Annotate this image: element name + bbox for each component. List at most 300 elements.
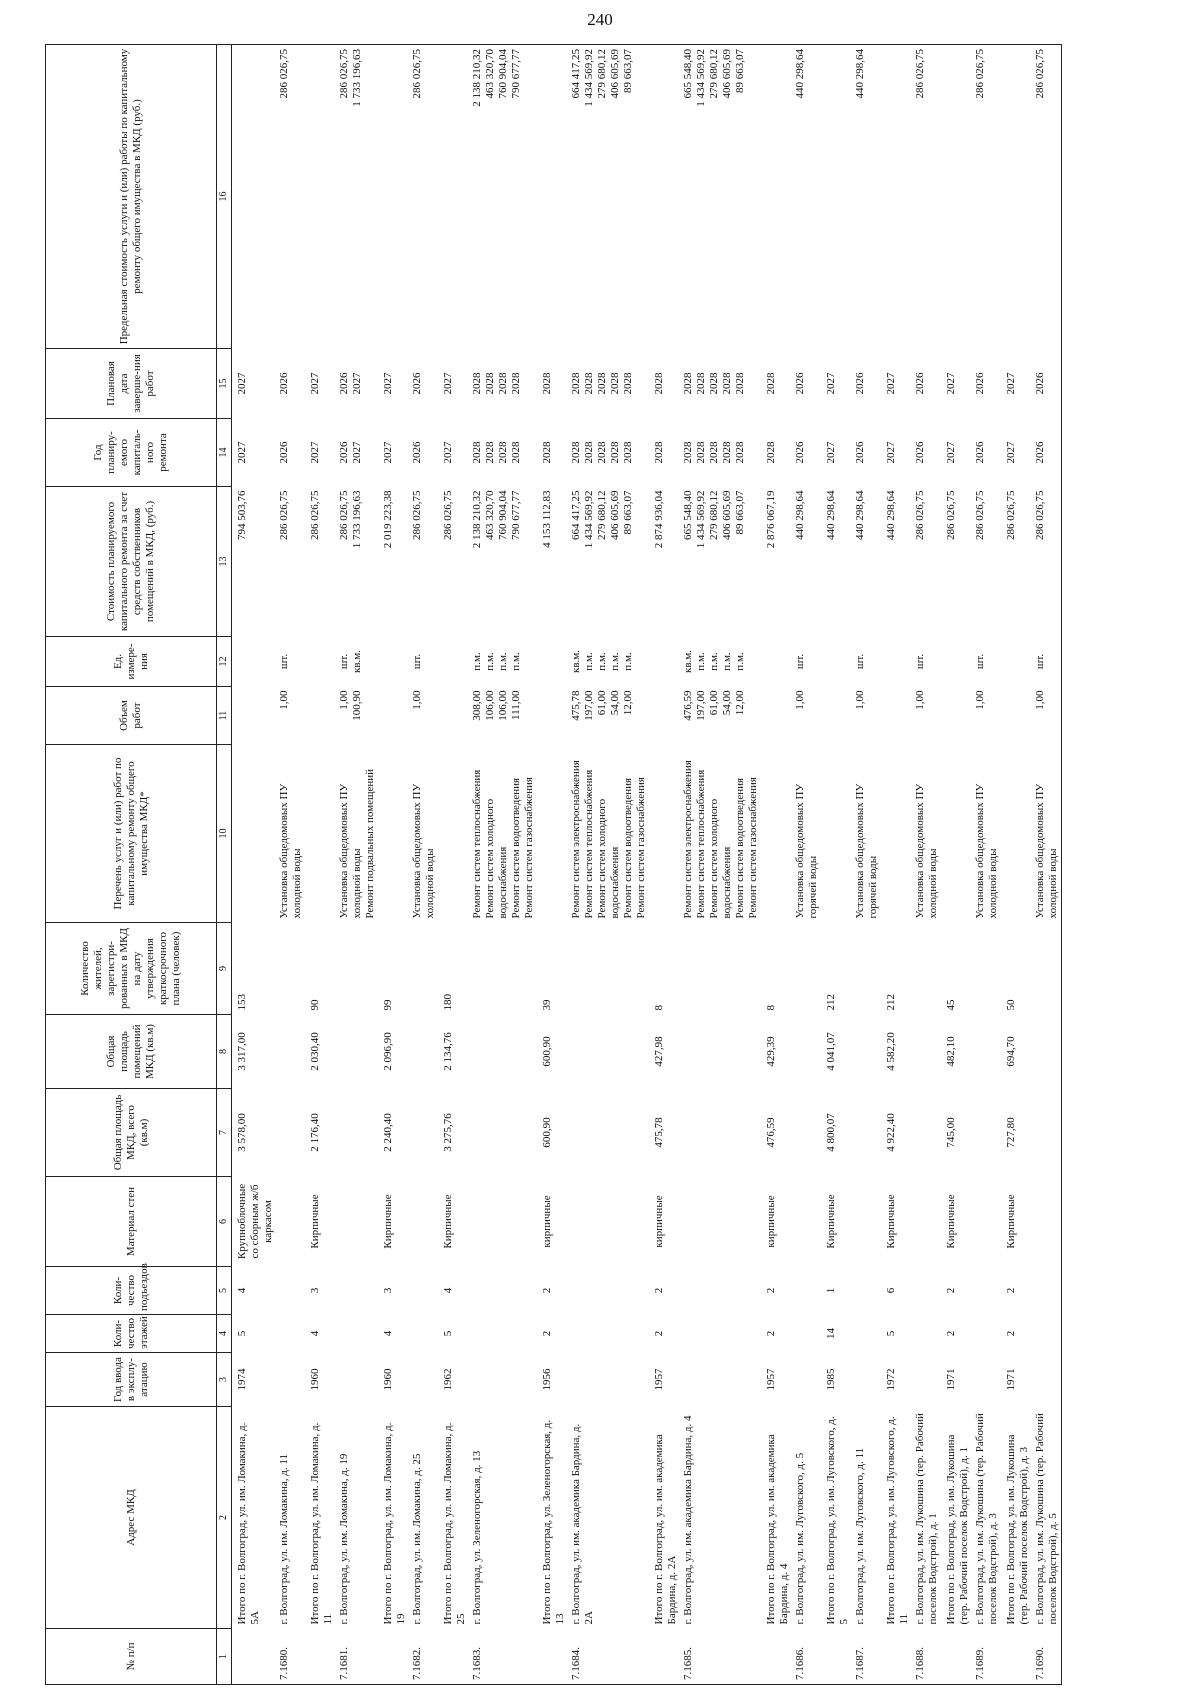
wall-material-cell: Кирпичные	[945, 1194, 957, 1249]
work-item: Ремонт систем теплоснабжения	[583, 769, 595, 919]
address-cell: Итого по г. Волгоград, ул. Зеленогорская, д. 13	[541, 1419, 566, 1625]
residents-cell	[1032, 923, 1062, 1015]
header-cell: Предельная стоимость услуги и (или) работы по капитальному ремонту общего имущества в МКД (руб.)	[46, 45, 217, 349]
cost-cell	[537, 487, 568, 637]
address-cell: Итого по г. Волгоград, ул. им. Луговского, д. 11	[885, 1416, 910, 1625]
residents-cell: 99	[382, 999, 394, 1011]
unit-value: шт.	[794, 653, 806, 670]
row-number	[537, 1629, 568, 1685]
volume-value: 1,00	[278, 690, 290, 710]
year-cell: 1960	[382, 1368, 394, 1391]
unit-value: п.м.	[708, 652, 720, 671]
cost-value: 664 417,25	[570, 490, 582, 540]
unit-cell	[941, 637, 972, 687]
end-date-value: 2027	[1005, 372, 1017, 395]
end-date-value: 2028	[497, 372, 509, 395]
volume-value: 308,00	[471, 690, 483, 721]
premises-area-cell: 4 041,07	[825, 1032, 837, 1071]
column-number: 8	[217, 1015, 232, 1089]
header-cell: Общая площадь МКД, всего (кв.м)	[46, 1089, 217, 1177]
floors-cell: 2	[1005, 1330, 1017, 1337]
repair-year-value: 2027	[945, 441, 957, 464]
works-cell	[852, 745, 881, 923]
work-item: Ремонт систем холодного водоснабжения	[484, 798, 509, 919]
cost-value: 406 605,69	[721, 490, 733, 540]
address-cell: г. Волгоград, ул. им. Луговского, д. 11	[854, 1447, 866, 1625]
address-cell: г. Волгоград, ул. им. Ломакина, д. 11	[278, 1454, 290, 1625]
repair-year-value: 2027	[1005, 441, 1017, 464]
limit-cost-value: 286 026,75	[411, 49, 423, 99]
volume-cell	[409, 687, 438, 745]
table-row-total	[438, 45, 469, 1685]
row-number	[232, 1629, 277, 1685]
volume-cell	[537, 687, 568, 745]
end-date-cell	[1032, 349, 1062, 419]
unit-cell	[792, 637, 821, 687]
year-cell: 1957	[653, 1368, 665, 1391]
header-cell: Количество жителей, зарегистри-рованных в МКД на дату утверждения краткосрочного плана (человек)	[46, 923, 217, 1015]
address-cell: Итого по г. Волгоград, ул. им. академика Бардина, д. 4	[765, 1434, 790, 1625]
end-date-cell	[680, 349, 761, 419]
address-cell: г. Волгоград, ул. им. Ломакина, д. 19	[338, 1453, 350, 1625]
total-area-cell	[852, 1089, 881, 1177]
limit-cost-value: 286 026,75	[974, 49, 986, 99]
floors-cell: 2	[765, 1330, 777, 1337]
repair-year-cell	[912, 419, 941, 487]
header-cell: Материал стен	[46, 1177, 217, 1267]
cost-value: 89 663,07	[622, 490, 634, 535]
header-cell: Объем работ	[46, 687, 217, 745]
limit-cost-cell	[680, 45, 761, 349]
wall-material-cell: кирпичные	[653, 1195, 665, 1248]
header-cell: Перечень услуг и (или) работ по капитальному ремонту общего имущества МКД*	[46, 745, 217, 923]
end-date-value: 2028	[695, 372, 707, 395]
cost-value: 406 605,69	[609, 490, 621, 540]
cost-value: 760 904,04	[497, 490, 509, 540]
end-date-cell	[972, 349, 1001, 419]
wall-material-cell	[409, 1177, 438, 1267]
address-cell: г. Волгоград, ул. им. академика Бардина, д. 2А	[570, 1423, 595, 1625]
premises-area-cell	[276, 1015, 305, 1089]
repair-year-cell	[469, 419, 537, 487]
end-date-cell	[852, 349, 881, 419]
entrances-cell	[852, 1267, 881, 1315]
work-item: Ремонт систем электроснабжения	[570, 760, 582, 919]
floors-cell: 2	[541, 1330, 553, 1337]
residents-cell: 8	[765, 1005, 777, 1011]
limit-cost-value: 790 677,77	[510, 49, 522, 99]
total-area-cell	[469, 1089, 537, 1177]
repair-year-cell	[761, 419, 792, 487]
cost-value: 440 298,64	[825, 490, 837, 540]
repair-year-cell	[568, 419, 649, 487]
end-date-value: 2028	[622, 372, 634, 395]
unit-cell	[1001, 637, 1032, 687]
year-cell	[680, 1353, 761, 1407]
premises-area-cell: 600,90	[541, 1036, 553, 1067]
total-area-cell: 727,80	[1005, 1117, 1017, 1148]
floors-cell: 2	[945, 1330, 957, 1337]
total-area-cell: 3 578,00	[236, 1113, 248, 1152]
header-cell: Коли-чество подъездов	[46, 1267, 217, 1315]
limit-cost-value: 440 298,64	[854, 49, 866, 99]
limit-cost-value: 89 663,07	[622, 49, 634, 93]
year-cell: 1960	[309, 1368, 321, 1391]
entrances-cell	[912, 1267, 941, 1315]
repair-year-cell	[649, 419, 680, 487]
volume-value: 61,00	[708, 690, 720, 716]
residents-cell	[336, 923, 378, 1015]
table-row-total	[821, 45, 852, 1685]
repair-year-value: 2028	[708, 441, 720, 464]
repair-year-cell	[680, 419, 761, 487]
wall-material-cell	[276, 1177, 305, 1267]
total-area-cell	[568, 1089, 649, 1177]
cost-value: 4 153 112,83	[541, 490, 553, 548]
address-cell: г. Волгоград, ул. им. Лукошина (тер. Рабочий поселок Водстрой), д. 3	[974, 1413, 999, 1625]
unit-cell	[378, 637, 409, 687]
limit-cost-value: 1 733 196,63	[351, 49, 363, 107]
repair-year-value: 2026	[411, 441, 423, 464]
total-area-cell	[912, 1089, 941, 1177]
unit-value: шт.	[1034, 653, 1046, 670]
residents-cell: 212	[825, 994, 837, 1011]
cost-value: 2 019 223,38	[382, 490, 394, 549]
floors-cell	[409, 1315, 438, 1353]
row-number: 7.1683.	[469, 1629, 537, 1685]
header-cell: Общая площадь помещений МКД (кв.м)	[46, 1015, 217, 1089]
unit-cell	[409, 637, 438, 687]
cost-cell	[792, 487, 821, 637]
limit-cost-value: 1 434 569,92	[583, 49, 595, 107]
table-row-total	[305, 45, 336, 1685]
cost-cell	[378, 487, 409, 637]
volume-value: 12,00	[734, 690, 746, 716]
column-number: 2	[217, 1407, 232, 1629]
wall-material-cell	[972, 1177, 1001, 1267]
volume-value: 1,00	[914, 690, 926, 710]
unit-cell	[912, 637, 941, 687]
end-date-value: 2026	[854, 372, 866, 395]
floors-cell: 4	[309, 1330, 321, 1337]
total-area-cell: 2 240,40	[382, 1113, 394, 1152]
limit-cost-value: 286 026,75	[338, 49, 350, 99]
limit-cost-cell	[792, 45, 821, 349]
year-cell: 1985	[825, 1368, 837, 1391]
end-date-cell	[336, 349, 378, 419]
address-cell: г. Волгоград, ул. Зеленогорская, д. 13	[471, 1450, 483, 1625]
end-date-value: 2028	[471, 372, 483, 395]
total-area-cell	[409, 1089, 438, 1177]
volume-value: 1,00	[854, 690, 866, 710]
works-cell	[336, 745, 378, 923]
premises-area-cell: 2 096,90	[382, 1032, 394, 1071]
cost-cell	[761, 487, 792, 637]
works-cell	[680, 745, 761, 923]
entrances-cell: 2	[765, 1287, 777, 1294]
total-area-cell: 600,90	[541, 1117, 553, 1148]
row-number: 7.1680.	[276, 1629, 305, 1685]
header-cell: Плановая дата заверше-ния работ	[46, 349, 217, 419]
cost-cell	[276, 487, 305, 637]
works-cell	[881, 745, 912, 923]
limit-cost-cell	[972, 45, 1001, 349]
floors-cell: 5	[885, 1330, 897, 1337]
volume-value: 1,00	[974, 690, 986, 710]
repair-year-value: 2028	[497, 441, 509, 464]
limit-cost-value: 286 026,75	[1034, 49, 1046, 99]
volume-cell	[276, 687, 305, 745]
unit-value: п.м.	[609, 652, 621, 671]
repair-year-value: 2028	[695, 441, 707, 464]
table-row-total	[881, 45, 912, 1685]
year-cell	[792, 1353, 821, 1407]
works-cell	[232, 745, 277, 923]
row-number: 7.1690.	[1032, 1629, 1062, 1685]
work-item: Установка общедомовых ПУ холодной воды	[278, 783, 303, 919]
row-number	[305, 1629, 336, 1685]
residents-cell: 180	[442, 994, 454, 1011]
address-cell: г. Волгоград, ул. им. Ломакина, д. 25	[411, 1453, 423, 1625]
repair-year-value: 2028	[653, 441, 665, 464]
table-row	[336, 45, 378, 1685]
unit-cell	[305, 637, 336, 687]
header-row	[46, 45, 217, 1685]
repair-year-value: 2028	[596, 441, 608, 464]
residents-cell: 39	[541, 999, 553, 1011]
repair-year-value: 2027	[885, 441, 897, 464]
end-date-cell	[305, 349, 336, 419]
repair-year-value: 2028	[583, 441, 595, 464]
repair-year-value: 2027	[442, 441, 454, 464]
repair-year-value: 2026	[278, 441, 290, 464]
premises-area-cell	[680, 1015, 761, 1089]
work-item: Ремонт систем водоотведения	[734, 777, 746, 919]
limit-cost-value: 279 680,12	[596, 49, 608, 99]
end-date-value: 2027	[382, 372, 394, 395]
unit-value: п.м.	[510, 652, 522, 671]
premises-area-cell: 694,70	[1005, 1036, 1017, 1067]
volume-value: 54,00	[609, 690, 621, 716]
entrances-cell: 3	[382, 1287, 394, 1294]
year-cell	[1032, 1353, 1062, 1407]
entrances-cell	[568, 1267, 649, 1315]
end-date-value: 2028	[653, 372, 665, 395]
limit-cost-cell	[881, 45, 912, 349]
cost-cell	[912, 487, 941, 637]
repair-year-value: 2027	[382, 441, 394, 464]
volume-cell	[761, 687, 792, 745]
limit-cost-cell	[761, 45, 792, 349]
residents-cell	[680, 923, 761, 1015]
floors-cell: 5	[442, 1330, 454, 1337]
unit-value: шт.	[278, 653, 290, 670]
work-item: Установка общедомовых ПУ холодной воды	[974, 783, 999, 919]
entrances-cell	[469, 1267, 537, 1315]
cost-value: 279 680,12	[596, 490, 608, 540]
total-area-cell: 2 176,40	[309, 1113, 321, 1152]
work-item: Установка общедомовых ПУ холодной воды	[411, 783, 436, 919]
limit-cost-cell	[821, 45, 852, 349]
total-area-cell	[792, 1089, 821, 1177]
floors-cell	[469, 1315, 537, 1353]
total-area-cell	[336, 1089, 378, 1177]
work-item: Ремонт систем водоотведения	[510, 777, 522, 919]
residents-cell	[409, 923, 438, 1015]
cost-value: 89 663,07	[734, 490, 746, 535]
header-cell: Год ввода в эксплу-атацию	[46, 1353, 217, 1407]
total-area-cell	[680, 1089, 761, 1177]
total-area-cell: 476,59	[765, 1117, 777, 1148]
residents-cell	[276, 923, 305, 1015]
unit-value: п.м.	[471, 652, 483, 671]
unit-value: шт.	[854, 653, 866, 670]
wall-material-cell	[852, 1177, 881, 1267]
column-number: 5	[217, 1267, 232, 1315]
table-row	[852, 45, 881, 1685]
row-number: 7.1688.	[912, 1629, 941, 1685]
end-date-value: 2028	[541, 372, 553, 395]
end-date-value: 2028	[682, 372, 694, 395]
floors-cell: 4	[382, 1330, 394, 1337]
work-item: Установка общедомовых ПУ холодной воды	[338, 783, 363, 919]
repair-year-value: 2028	[484, 441, 496, 464]
row-number	[941, 1629, 972, 1685]
work-item: Установка общедомовых ПУ горячей воды	[854, 783, 879, 919]
entrances-cell	[792, 1267, 821, 1315]
total-area-cell: 3 275,76	[442, 1113, 454, 1152]
premises-area-cell: 482,10	[945, 1036, 957, 1067]
volume-cell	[912, 687, 941, 745]
table-row-total	[761, 45, 792, 1685]
floors-cell: 14	[825, 1328, 837, 1339]
header-cell: Год планиру-емого капиталь-ного ремонта	[46, 419, 217, 487]
volume-value: 54,00	[721, 690, 733, 716]
repair-year-cell	[1032, 419, 1062, 487]
limit-cost-cell	[409, 45, 438, 349]
unit-cell	[336, 637, 378, 687]
volume-value: 1,00	[338, 690, 350, 710]
works-cell	[305, 745, 336, 923]
end-date-value: 2028	[734, 372, 746, 395]
wall-material-cell: Кирпичные	[885, 1194, 897, 1249]
limit-cost-cell	[378, 45, 409, 349]
end-date-value: 2027	[351, 372, 363, 395]
end-date-cell	[568, 349, 649, 419]
end-date-value: 2028	[609, 372, 621, 395]
address-cell: Итого по г. Волгоград, ул. им. Ломакина, д. 19	[382, 1422, 407, 1625]
row-number	[378, 1629, 409, 1685]
end-date-cell	[469, 349, 537, 419]
end-date-value: 2026	[794, 372, 806, 395]
limit-cost-cell	[537, 45, 568, 349]
unit-value: п.м.	[583, 652, 595, 671]
total-area-cell: 475,78	[653, 1117, 665, 1148]
entrances-cell	[680, 1267, 761, 1315]
end-date-value: 2027	[885, 372, 897, 395]
wall-material-cell	[680, 1177, 761, 1267]
repair-year-value: 2026	[338, 441, 350, 464]
end-date-value: 2026	[1034, 372, 1046, 395]
table-row	[912, 45, 941, 1685]
end-date-value: 2028	[596, 372, 608, 395]
limit-cost-cell	[941, 45, 972, 349]
cost-value: 286 026,75	[1005, 490, 1017, 540]
year-cell	[409, 1353, 438, 1407]
floors-cell	[1032, 1315, 1062, 1353]
year-cell	[336, 1353, 378, 1407]
end-date-value: 2028	[721, 372, 733, 395]
cost-value: 286 026,75	[411, 490, 423, 540]
table-row-total	[537, 45, 568, 1685]
volume-value: 12,00	[622, 690, 634, 716]
year-cell: 1971	[1005, 1368, 1017, 1391]
repair-year-value: 2027	[236, 441, 248, 464]
limit-cost-cell	[276, 45, 305, 349]
repair-year-cell	[1001, 419, 1032, 487]
year-cell	[972, 1353, 1001, 1407]
cost-value: 286 026,75	[974, 490, 986, 540]
work-item: Ремонт систем водоотведения	[622, 777, 634, 919]
repair-year-cell	[792, 419, 821, 487]
cost-cell	[1001, 487, 1032, 637]
cost-value: 2 138 210,32	[471, 490, 483, 549]
year-cell: 1972	[885, 1368, 897, 1391]
page-number: 240	[587, 10, 613, 29]
end-date-value: 2027	[309, 372, 321, 395]
residents-cell: 50	[1005, 999, 1017, 1011]
repair-year-cell	[438, 419, 469, 487]
unit-cell	[881, 637, 912, 687]
address-cell: г. Волгоград, ул. им. Луговского, д. 5	[794, 1452, 806, 1625]
volume-cell	[378, 687, 409, 745]
column-number: 13	[217, 487, 232, 637]
cost-cell	[1032, 487, 1062, 637]
address-cell: Итого по г. Волгоград, ул. им. Ломакина, д. 25	[442, 1422, 467, 1625]
year-cell: 1957	[765, 1368, 777, 1391]
works-cell	[1032, 745, 1062, 923]
cost-value: 440 298,64	[794, 490, 806, 540]
premises-area-cell: 4 582,20	[885, 1032, 897, 1071]
row-number: 7.1685.	[680, 1629, 761, 1685]
table-row	[276, 45, 305, 1685]
limit-cost-cell	[1032, 45, 1062, 349]
limit-cost-cell	[852, 45, 881, 349]
wall-material-cell: Кирпичные	[442, 1194, 454, 1249]
volume-value: 61,00	[596, 690, 608, 716]
unit-value: п.м.	[721, 652, 733, 671]
row-number: 7.1684.	[568, 1629, 649, 1685]
column-number: 12	[217, 637, 232, 687]
year-cell: 1974	[236, 1368, 248, 1391]
end-date-cell	[232, 349, 277, 419]
wall-material-cell	[469, 1177, 537, 1267]
unit-cell	[438, 637, 469, 687]
limit-cost-value: 2 138 210,32	[471, 49, 483, 107]
volume-cell	[568, 687, 649, 745]
cost-cell	[852, 487, 881, 637]
floors-cell	[336, 1315, 378, 1353]
work-item: Ремонт систем электроснабжения	[682, 760, 694, 919]
column-number: 3	[217, 1353, 232, 1407]
wall-material-cell: Крупноблочные со сборным ж/б каркасом	[236, 1183, 274, 1260]
column-number: 1	[217, 1629, 232, 1685]
table-row	[792, 45, 821, 1685]
premises-area-cell: 3 317,00	[236, 1032, 248, 1071]
premises-area-cell: 2 134,76	[442, 1032, 454, 1071]
column-number: 7	[217, 1089, 232, 1177]
rotated-table-sheet	[45, 45, 1165, 1685]
